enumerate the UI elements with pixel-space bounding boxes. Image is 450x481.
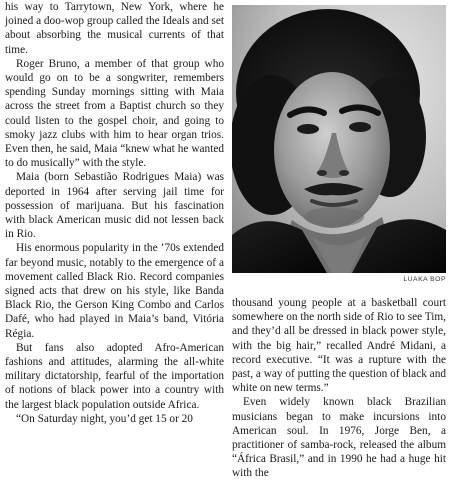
paragraph: But fans also adopted Afro-American fashions and attitudes, alarming the all-white military dictatorship, fearful of the importation of notions of black power into a country with the largest black population outside Africa.	[5, 341, 224, 411]
paragraph: “On Saturday night, you’d get 15 or 20	[16, 412, 193, 425]
paragraph: Roger Bruno, a member of that group who would go on to be a songwriter, remembers spending Sunday mornings sitting with Maia across the street from a Baptist church so they could listen to the gospel choir, and going to smoky jazz clubs with him to hear organ trios. Even then, he said, Maia “knew what he wanted to do musically” with the style.	[5, 57, 224, 170]
paragraph: Even widely known black Brazilian musicians began to make incursions into American soul. In 1976, Jorge Ben, a practitioner of samba-rock, released the album “África Brasil,” and in 1990 he had a huge hit with the	[232, 396, 446, 480]
article-right-column	[232, 296, 446, 481]
paragraph: Maia (born Sebastião Rodrigues Maia) was deported in 1964 after serving jail time for possession of marijuana. But his fascination with black American music did not lessen back in Rio.	[5, 171, 224, 241]
paragraph: his way to Tarrytown, New York, where he joined a doo-wop group called the Ideals and set about absorbing the musical currents of that time.	[5, 1, 224, 56]
article-left-column	[5, 0, 224, 426]
paragraph: thousand young people at a basketball court somewhere on the north side of Rio to see Tim, and they’d all be dressed in black power style, with the big hair,” recalled André Midani, a record executive. “It was a rupture with the past, a way of putting the question of black and white on new terms.”	[232, 297, 446, 395]
photo-credit: LUAKA BOP	[403, 276, 446, 283]
paragraph: His enormous popularity in the ’70s extended far beyond music, notably to the emergence of a movement called Black Rio. Record companies signed acts that drew on his style, like Banda Black Rio, the Gerson King Combo and Carlos Dafé, who had played in Maia’s band, Vitória Régia.	[5, 242, 224, 340]
portrait-photo	[232, 5, 446, 273]
